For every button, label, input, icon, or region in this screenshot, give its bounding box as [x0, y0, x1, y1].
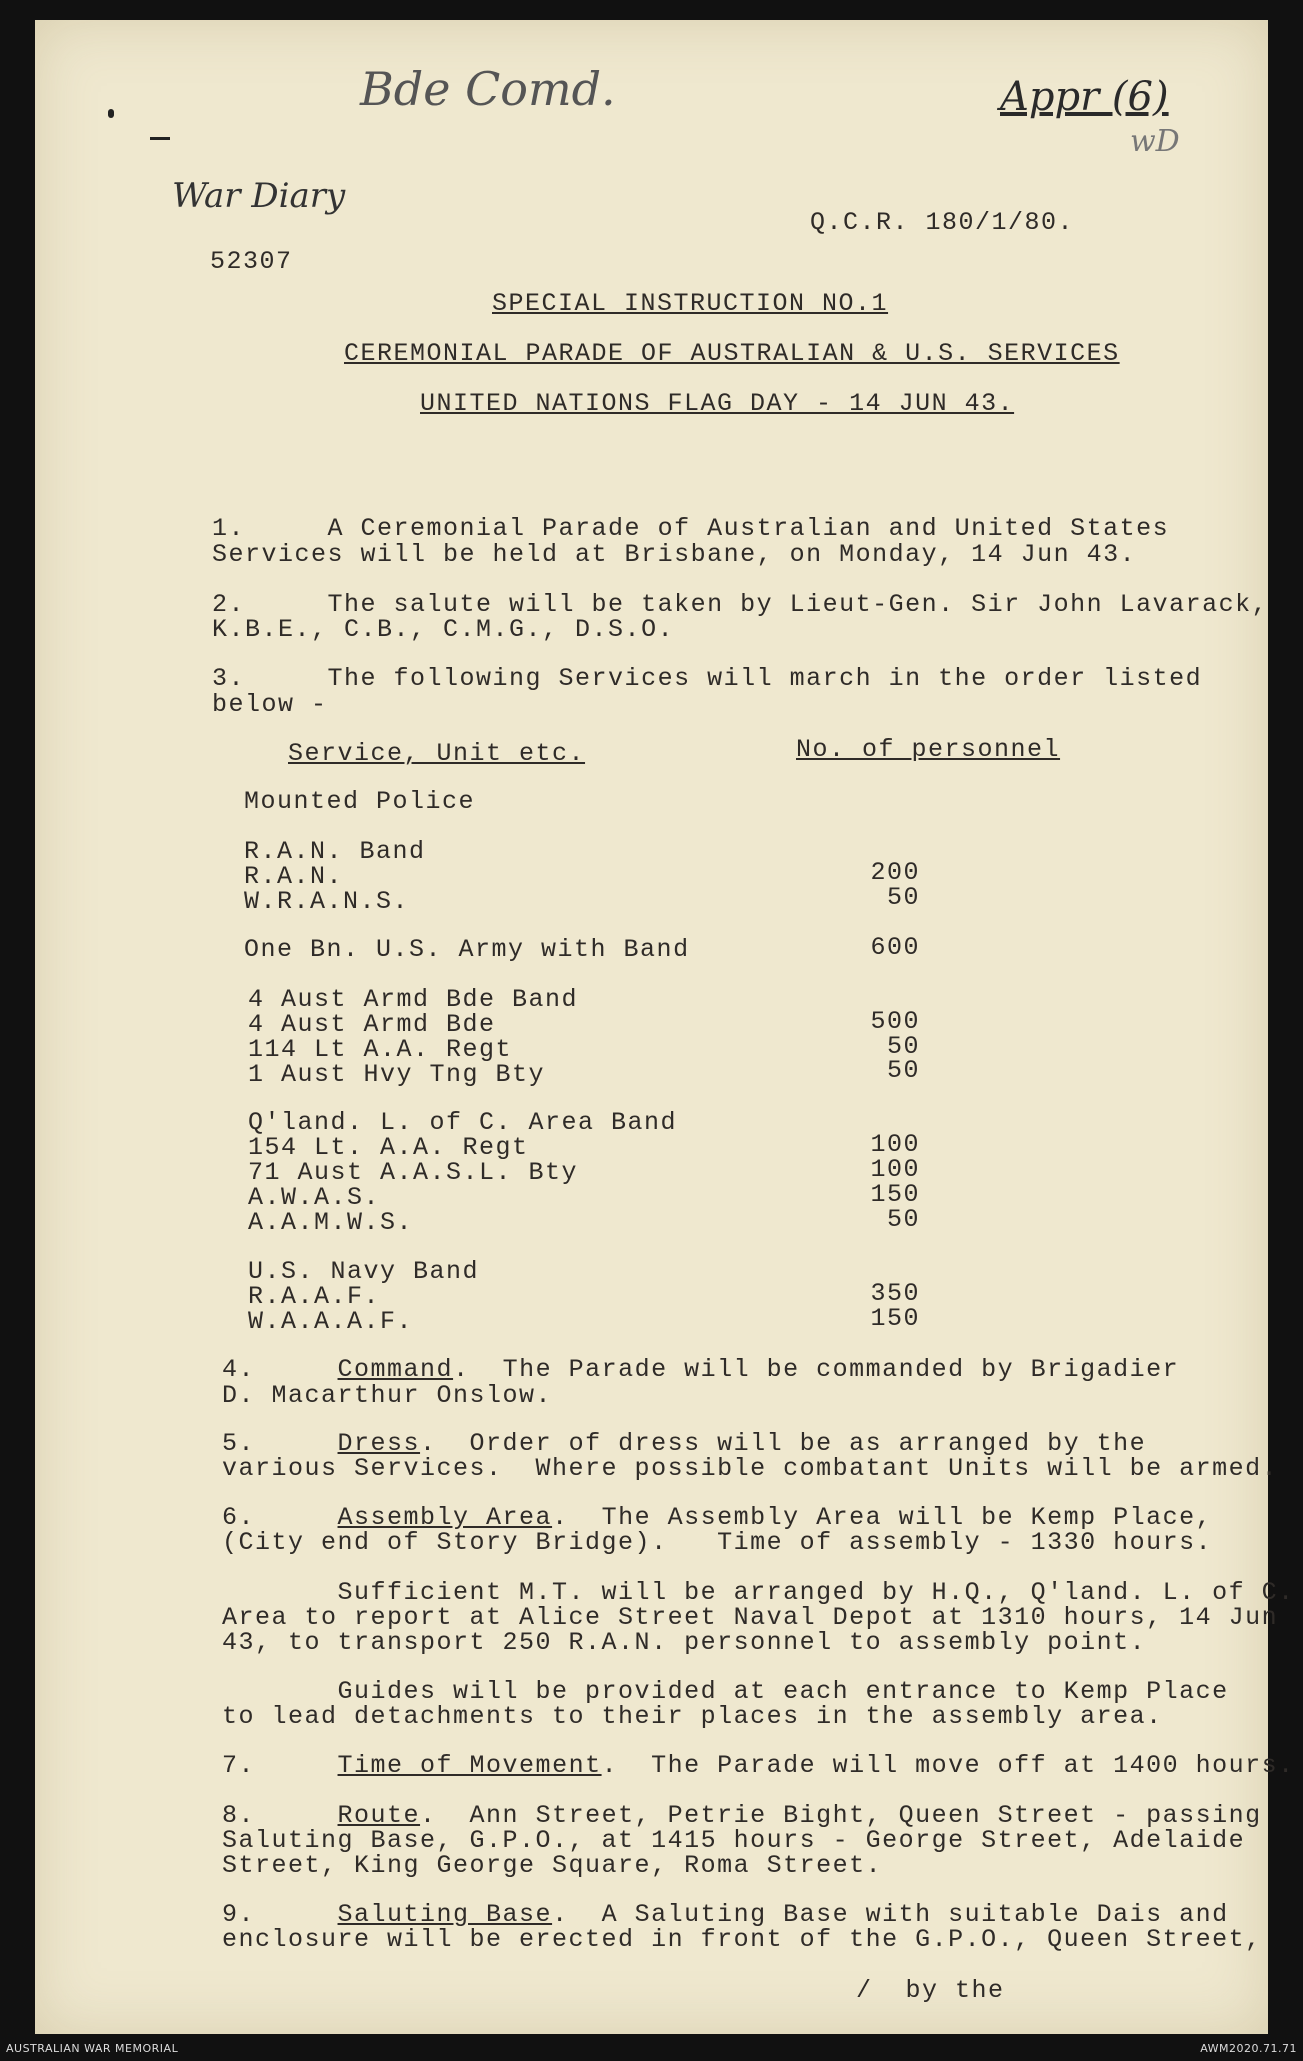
table-row-count: 100	[870, 1155, 920, 1184]
table-row-unit: 154 Lt. A.A. Regt	[248, 1133, 529, 1162]
reference-number: Q.C.R. 180/1/80.	[810, 208, 1075, 237]
table-row-unit: R.A.A.F.	[248, 1282, 381, 1311]
table-row-unit: 4 Aust Armd Bde Band	[248, 985, 579, 1014]
section-6-line-3: Sufficient M.T. will be arranged by H.Q., Q'land. L. of C.	[222, 1578, 1295, 1607]
heading-flag-day: UNITED NATIONS FLAG DAY - 14 JUN 43.	[420, 389, 1015, 418]
section-6-line-7: to lead detachments to their places in the assembly area.	[222, 1702, 1163, 1731]
handwritten-bde-comd: Bde Comd.	[360, 62, 616, 116]
table-row-count: 500	[870, 1007, 920, 1036]
table-row-unit: U.S. Navy Band	[248, 1257, 480, 1286]
section-6-line-1: 6. Assembly Area. The Assembly Area will be Kemp Place,	[222, 1503, 1213, 1532]
para-3-line-1: 3. The following Services will march in the order listed	[212, 664, 1203, 693]
table-row-count: 350	[870, 1279, 920, 1308]
para-3-line-2: below -	[212, 690, 328, 719]
section-5-line-2: various Services. Where possible combatant Units will be armed.	[222, 1454, 1279, 1483]
section-4-line-2: D. Macarthur Onslow.	[222, 1381, 553, 1410]
section-9-line-1: 9. Saluting Base. A Saluting Base with suitable Dais and	[222, 1900, 1229, 1929]
table-row-unit: A.A.M.W.S.	[248, 1208, 414, 1237]
section-number: 8.	[222, 1801, 256, 1830]
section-number: 4.	[222, 1355, 256, 1384]
section-title-route: Route	[337, 1801, 421, 1830]
footer-credit: AUSTRALIAN WAR MEMORIAL	[6, 2042, 179, 2055]
section-8-line-2: Saluting Base, G.P.O., at 1415 hours - George Street, Adelaide	[222, 1826, 1246, 1855]
table-row-count: 50	[886, 1032, 920, 1061]
table-row-unit: Mounted Police	[244, 787, 476, 816]
section-title-time-of-movement: Time of Movement	[337, 1751, 602, 1780]
para-1-line-2: Services will be held at Brisbane, on Monday, 14 Jun 43.	[212, 540, 1137, 569]
table-row-count: 50	[886, 1056, 920, 1085]
table-header-service: Service, Unit etc.	[288, 739, 586, 768]
table-row-unit: One Bn. U.S. Army with Band	[244, 935, 690, 964]
continuation-note: / by the	[856, 1976, 1005, 2005]
section-7-line-1: 7. Time of Movement. The Parade will move off at 1400 hours.	[222, 1751, 1295, 1780]
footer-accession-number: AWM2020.71.71	[1200, 2042, 1297, 2055]
heading-special-instruction: SPECIAL INSTRUCTION NO.1	[492, 289, 889, 318]
table-header-personnel: No. of personnel	[796, 735, 1061, 764]
document-page	[35, 20, 1268, 2034]
table-row-unit: W.R.A.N.S.	[244, 887, 410, 916]
table-row-unit: R.A.N. Band	[244, 837, 426, 866]
section-number: 5.	[222, 1429, 256, 1458]
section-number: 7.	[222, 1751, 256, 1780]
section-title-assembly-area: Assembly Area	[337, 1503, 553, 1532]
section-5-line-1: 5. Dress. Order of dress will be as arranged by the	[222, 1429, 1147, 1458]
section-6-line-2: (City end of Story Bridge). Time of assembly - 1330 hours.	[222, 1528, 1213, 1557]
table-row-count: 50	[886, 1205, 920, 1234]
file-number: 52307	[210, 247, 293, 276]
handwritten-approval: Appr (6)	[1000, 74, 1169, 120]
section-6-line-4: Area to report at Alice Street Naval Depot at 1310 hours, 14 Jun	[222, 1603, 1279, 1632]
heading-ceremonial-parade: CEREMONIAL PARADE OF AUSTRALIAN & U.S. SERVICES	[344, 339, 1120, 368]
table-row-unit: 1 Aust Hvy Tng Bty	[248, 1060, 546, 1089]
section-8-line-1: 8. Route. Ann Street, Petrie Bight, Queen Street - passing	[222, 1801, 1262, 1830]
section-6-line-6: Guides will be provided at each entrance to Kemp Place	[222, 1677, 1229, 1706]
table-row-unit: 71 Aust A.A.S.L. Bty	[248, 1158, 579, 1187]
para-2-line-2: K.B.E., C.B., C.M.G., D.S.O.	[212, 615, 675, 644]
para-1-line-1: 1. A Ceremonial Parade of Australian and United States	[212, 514, 1170, 543]
section-8-line-3: Street, King George Square, Roma Street.	[222, 1851, 883, 1880]
margin-dot	[108, 109, 114, 118]
para-2-line-1: 2. The salute will be taken by Lieut-Gen. Sir John Lavarack,	[212, 590, 1269, 619]
section-number: 6.	[222, 1503, 256, 1532]
table-row-count: 200	[870, 858, 920, 887]
table-row-unit: A.W.A.S.	[248, 1183, 381, 1212]
section-title-saluting-base: Saluting Base	[337, 1900, 553, 1929]
table-row-count: 150	[870, 1304, 920, 1333]
table-row-unit: Q'land. L. of C. Area Band	[248, 1108, 678, 1137]
section-title-dress: Dress	[337, 1429, 421, 1458]
section-number: 9.	[222, 1900, 256, 1929]
table-row-unit: W.A.A.A.F.	[248, 1307, 414, 1336]
table-row-unit: 4 Aust Armd Bde	[248, 1010, 496, 1039]
table-row-unit: R.A.N.	[244, 862, 344, 891]
section-title-command: Command	[337, 1355, 454, 1384]
section-6-line-5: 43, to transport 250 R.A.N. personnel to assembly point.	[222, 1628, 1147, 1657]
table-row-count: 150	[870, 1180, 920, 1209]
section-9-line-2: enclosure will be erected in front of the G.P.O., Queen Street,	[222, 1925, 1262, 1954]
table-row-count: 50	[886, 883, 920, 912]
margin-mark	[150, 137, 170, 140]
section-4-line-1: 4. Command. The Parade will be commanded by Brigadier	[222, 1355, 1180, 1384]
handwritten-initials: wD	[1130, 124, 1180, 159]
table-row-unit: 114 Lt A.A. Regt	[248, 1035, 513, 1064]
handwritten-war-diary: War Diary	[172, 176, 346, 216]
table-row-count: 600	[870, 933, 920, 962]
table-row-count: 100	[870, 1130, 920, 1159]
